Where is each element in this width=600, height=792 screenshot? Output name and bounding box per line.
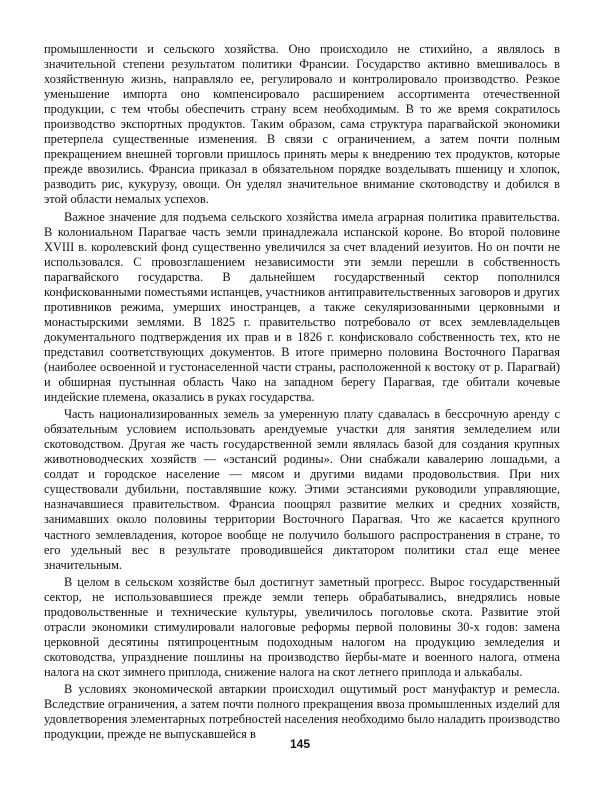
paragraph-2: Важное значение для подъема сельского хозяйства имела аграрная политика правительства. В колониальном Парагвае часть земли принадлежала испанской короне. Во второй половине XVIII в. королевский фонд существенно увеличился за счет владений иезуитов. Но он почти не использовался. С провозглашением независимости эти земли перешли в собственность парагвайского государства. В дальнейшем государственный сектор пополнился конфискованными поместьями испанцев, участников антиправительственных заговоров и других противников режима, умерших иностранцев, а также секуляризованными церковными и монастырскими землями. В 1825 г. правительство потребовало от всех землевладельцев документального подтверждения их прав и в 1826 г. конфисковало собственность тех, кто не представил соответствующих документов. В итоге примерно половина Восточного Парагвая (наиболее освоенной и густонаселенной части страны, расположенной к востоку от р. Парагвай) и обширная пустынная область Чако на западном берегу Парагвая, где обитали кочевые индейские племена, оказались в руках государства. bbox=[44, 209, 560, 405]
page-number: 145 bbox=[289, 737, 311, 751]
document-page bbox=[44, 42, 560, 742]
paragraph-1: промышленности и сельского хозяйства. Оно происходило не стихийно, а являлось в значительной степени результатом политики Франсии. Государство активно вмешивалось в хозяйственную жизнь, направляло ее, регулировало и контролировало производство. Резкое уменьшение импорта оно компенсировало расширением ассортимента отечественной продукции, с тем чтобы обеспечить страну всем необходимым. В то же время сократилось производство экспортных продуктов. Таким образом, сама структура парагвайской экономики претерпела существенные изменения. В связи с ограничением, а затем почти полным прекращением внешней торговли пришлось принять меры к внедрению тех продуктов, которые прежде ввозились. Франсиа приказал в обязательном порядке возделывать пшеницу и хлопок, разводить рис, кукурузу, овощи. Он уделял значительное внимание скотоводству и добился в этой области немалых успехов. bbox=[44, 42, 560, 207]
paragraph-3: Часть национализированных земель за умеренную плату сдавалась в бессрочную аренду с обязательным условием использовать арендуемые участки для занятия земледелием или скотоводством. Другая же часть государственной земли являлась базой для создания крупных животноводческих хозяйств — «эстансий родины». Они снабжали кавалерию лошадьми, а солдат и городское население — мясом и другими видами продовольствия. При них существовали дубильни, поставлявшие кожу. Этими эстансиями руководили управляющие, назначавшиеся правительством. Франсиа поощрял развитие мелких и средних хозяйств, занимавших около половины территории Восточного Парагвая. Что же касается крупного частного землевладения, которое вообще не получило большого распространения в стране, то его удельный вес в результате проводившейся диктатором политики стал еще менее значительным. bbox=[44, 407, 560, 572]
paragraph-5: В условиях экономической автаркии происходил ощутимый рост мануфактур и ремесла. Вследствие ограничения, а затем почти полного прекращения ввоза промышленных изделий для удовлетворения элементарных потребностей населения необходимо было наладить производство продукции, прежде не выпускавшейся в bbox=[44, 681, 560, 742]
paragraph-4: В целом в сельском хозяйстве был достигнут заметный прогресс. Вырос государственный сектор, не использовавшиеся прежде земли теперь обрабатывались, внедрялись новые продовольственные и технические культуры, увеличилось поголовье скота. Развитие этой отрасли экономики стимулировали налоговые реформы первой половины 30-х годов: замена церковной десятины пятипроцентным подоходным налогом на продукцию земледелия и скотоводства, упразднение пошлины на производство йербы-мате и военного налога, отмена налога на скот зимнего приплода, снижение налога на скот летнего приплода и алькабалы. bbox=[44, 574, 560, 679]
